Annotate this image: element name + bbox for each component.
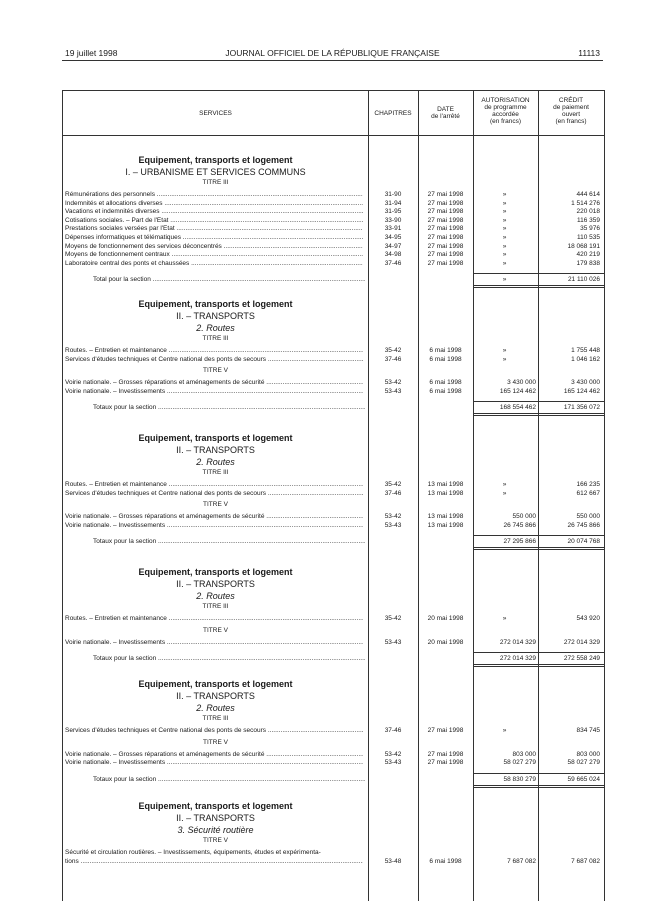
row-credit: 272 014 329 — [563, 638, 600, 646]
section-chapter: 2. Routes — [196, 457, 235, 467]
row-credit: 110 535 — [576, 234, 600, 241]
total-label: Totaux pour la section ..... — [93, 654, 365, 663]
row-date: 27 mai 1998 — [427, 191, 464, 198]
total-credit: 20 074 768 — [567, 538, 600, 546]
row-label: Voirie nationale. – Investissements ..... — [65, 758, 363, 767]
row-label: Services d'études techniques et Centre national des ponts de secours ..... — [65, 726, 363, 735]
total-autorisation: » — [502, 276, 507, 284]
row-label: Voirie nationale. – Grosses réparations et aménagements de sécurité ..... — [65, 750, 363, 759]
table-row — [63, 758, 604, 767]
row-credit: 1 046 162 — [571, 355, 600, 363]
total-row — [63, 403, 604, 412]
row-date: 27 mai 1998 — [427, 727, 464, 734]
row-credit: 165 124 462 — [563, 387, 600, 395]
section-title: Equipement, transports et logement — [138, 433, 293, 443]
table-row — [63, 638, 604, 647]
table-row — [63, 355, 604, 364]
row-credit: 612 667 — [576, 489, 600, 497]
table-row — [63, 259, 604, 268]
titre-heading: TITRE V — [203, 626, 228, 634]
row-autorisation: 3 430 000 — [507, 379, 536, 387]
row-credit: 166 235 — [576, 481, 600, 488]
row-credit: 543 920 — [576, 615, 600, 622]
section-chapter: 3. Sécurité routière — [177, 825, 254, 835]
row-chapitre: 53-48 — [384, 857, 402, 865]
row-autorisation: » — [502, 347, 507, 354]
table-row — [63, 614, 604, 623]
total-row — [63, 654, 604, 663]
row-date: 27 mai 1998 — [427, 750, 464, 758]
row-autorisation: » — [502, 615, 507, 622]
page-number: 11113 — [578, 48, 600, 58]
row-autorisation: » — [502, 259, 507, 267]
section-title: Equipement, transports et logement — [138, 299, 293, 309]
section-subtitle: II. – TRANSPORTS — [176, 311, 255, 321]
total-rule — [473, 401, 604, 402]
row-chapitre: 35-42 — [384, 347, 402, 354]
row-chapitre: 53-42 — [384, 513, 402, 521]
row-date: 27 mai 1998 — [427, 259, 464, 267]
row-autorisation: » — [502, 355, 507, 363]
total-double-rule — [473, 285, 604, 288]
col-header-autorisation: AUTORISATION de programme accordée (en francs) — [481, 97, 530, 125]
row-credit: 58 027 279 — [567, 759, 600, 767]
row-credit: 35 976 — [580, 225, 600, 233]
row-date: 27 mai 1998 — [427, 242, 464, 250]
table-row — [63, 726, 604, 735]
row-autorisation: » — [502, 489, 507, 497]
row-label: Laboratoire central des ponts et chaussées ..... — [65, 259, 363, 268]
total-credit: 59 665 024 — [567, 775, 600, 783]
row-label: Routes. – Entretien et maintenance ..... — [65, 480, 363, 489]
total-autorisation: 272 014 329 — [499, 655, 536, 663]
row-label: tions ..... — [65, 857, 363, 866]
row-date: 27 mai 1998 — [427, 199, 464, 207]
row-chapitre: 31-90 — [384, 191, 402, 198]
total-rule — [473, 273, 604, 274]
titre-heading: TITRE III — [202, 469, 229, 476]
titre-heading: TITRE V — [203, 501, 228, 509]
titre-heading: TITRE III — [202, 715, 229, 722]
row-label: Routes. – Entretien et maintenance ..... — [65, 614, 363, 623]
row-date: 6 mai 1998 — [429, 379, 462, 387]
row-label: Prestations sociales versées par l'Etat ..... — [65, 224, 363, 233]
row-date: 13 mai 1998 — [427, 521, 464, 529]
row-label: Rémunérations des personnels ..... — [65, 190, 363, 199]
row-label: Voirie nationale. – Grosses réparations et aménagements de sécurité ..... — [65, 378, 363, 387]
header-bottom-rule — [63, 135, 604, 136]
row-date: 13 mai 1998 — [427, 489, 464, 497]
total-credit: 21 110 026 — [567, 276, 600, 284]
row-autorisation: » — [502, 251, 507, 259]
row-chapitre: 35-42 — [384, 481, 402, 488]
row-date: 27 mai 1998 — [427, 234, 464, 241]
page-date: 19 juillet 1998 — [65, 48, 118, 58]
row-chapitre: 53-42 — [384, 379, 402, 387]
section-title: Equipement, transports et logement — [138, 567, 293, 577]
total-label: Total pour la section ..... — [93, 275, 365, 284]
row-date: 27 mai 1998 — [427, 759, 464, 767]
row-label: Voirie nationale. – Investissements ..... — [65, 521, 363, 530]
col-header-credit: CRÉDIT de paiement ouvert (en francs) — [553, 97, 589, 125]
row-credit: 1 755 448 — [571, 347, 600, 354]
row-chapitre: 53-43 — [384, 638, 402, 646]
total-label: Totaux pour la section ..... — [93, 775, 365, 784]
row-autorisation: 7 687 082 — [507, 857, 536, 865]
row-credit: 179 838 — [576, 259, 600, 267]
row-credit: 26 745 866 — [567, 521, 600, 529]
total-rule — [473, 652, 604, 653]
section-chapter: 2. Routes — [196, 323, 235, 333]
total-row — [63, 775, 604, 784]
row-credit: 7 687 082 — [571, 857, 600, 865]
col-header-services: SERVICES — [199, 109, 232, 117]
row-credit: 444 614 — [576, 191, 600, 198]
total-rule — [473, 535, 604, 536]
total-label: Totaux pour la section ..... — [93, 537, 365, 546]
row-chapitre: 35-42 — [384, 615, 402, 622]
row-label: Sécurité et circulation routières. – Investissements, équipements, études et expérimenta- — [65, 849, 321, 856]
section-subtitle: II. – TRANSPORTS — [176, 813, 255, 823]
section-title: Equipement, transports et logement — [138, 155, 293, 165]
table-row — [63, 521, 604, 530]
row-label: Indemnités et allocations diverses ..... — [65, 199, 363, 208]
row-chapitre: 37-46 — [384, 727, 402, 734]
row-credit: 3 430 000 — [571, 379, 600, 387]
titre-heading: TITRE V — [203, 837, 228, 844]
row-chapitre: 33-91 — [384, 225, 402, 233]
section-chapter: 2. Routes — [196, 591, 235, 601]
row-date: 13 mai 1998 — [427, 513, 464, 521]
row-chapitre: 31-94 — [384, 199, 402, 207]
row-label: Routes. – Entretien et maintenance ..... — [65, 346, 363, 355]
row-chapitre: 53-43 — [384, 387, 402, 395]
row-label: Services d'études techniques et Centre national des ponts de secours ..... — [65, 489, 363, 498]
section-subtitle: II. – TRANSPORTS — [176, 691, 255, 701]
row-date: 27 mai 1998 — [427, 216, 464, 224]
row-date: 20 mai 1998 — [427, 638, 464, 646]
row-chapitre: 34-98 — [384, 251, 402, 259]
row-label: Moyens de fonctionnement des services déconcentrés ..... — [65, 242, 363, 251]
row-autorisation: » — [502, 234, 507, 241]
row-label: Cotisations sociales. – Part de l'Etat ..... — [65, 216, 363, 225]
row-date: 6 mai 1998 — [429, 387, 462, 395]
row-autorisation: » — [502, 199, 507, 207]
row-credit: 1 514 276 — [571, 199, 600, 207]
titre-heading: TITRE III — [202, 603, 229, 610]
row-autorisation: 272 014 329 — [499, 638, 536, 646]
row-label: Voirie nationale. – Grosses réparations et aménagements de sécurité ..... — [65, 512, 363, 521]
total-double-rule — [473, 413, 604, 416]
section-subtitle: II. – TRANSPORTS — [176, 579, 255, 589]
row-autorisation: » — [502, 242, 507, 250]
table-row — [63, 857, 604, 866]
row-credit: 220 018 — [576, 208, 600, 216]
row-date: 27 mai 1998 — [427, 208, 464, 216]
row-autorisation: » — [502, 216, 507, 224]
row-credit: 18 068 191 — [567, 242, 600, 250]
total-credit: 171 356 072 — [563, 404, 600, 412]
table-row — [63, 387, 604, 396]
total-double-rule — [473, 547, 604, 550]
row-label: Voirie nationale. – Investissements ..... — [65, 638, 363, 647]
total-autorisation: 58 830 279 — [503, 775, 536, 783]
row-credit: 834 745 — [576, 727, 600, 734]
row-autorisation: » — [502, 727, 507, 734]
row-autorisation: » — [502, 191, 507, 198]
row-chapitre: 31-95 — [384, 208, 402, 216]
row-autorisation: 803 000 — [512, 750, 536, 758]
row-autorisation: 26 745 866 — [503, 521, 536, 529]
section-title: Equipement, transports et logement — [138, 679, 293, 689]
row-date: 6 mai 1998 — [429, 347, 462, 354]
titre-heading: TITRE V — [203, 367, 228, 375]
row-chapitre: 37-46 — [384, 355, 402, 363]
row-credit: 803 000 — [576, 750, 600, 758]
table-row — [63, 489, 604, 498]
row-autorisation: » — [502, 481, 507, 488]
row-autorisation: 58 027 279 — [503, 759, 536, 767]
row-label: Dépenses informatiques et télématiques ..... — [65, 233, 363, 242]
row-chapitre: 37-46 — [384, 489, 402, 497]
row-autorisation: 550 000 — [512, 513, 536, 521]
section-title: Equipement, transports et logement — [138, 801, 293, 811]
row-chapitre: 33-90 — [384, 216, 402, 224]
row-date: 13 mai 1998 — [427, 481, 464, 488]
row-autorisation: » — [502, 208, 507, 216]
total-double-rule — [473, 664, 604, 667]
total-double-rule — [473, 785, 604, 788]
row-credit: 116 359 — [576, 216, 600, 224]
row-chapitre: 34-95 — [384, 234, 402, 241]
journal-title: JOURNAL OFFICIEL DE LA RÉPUBLIQUE FRANÇAISE — [225, 48, 440, 58]
total-row — [63, 537, 604, 546]
row-date: 27 mai 1998 — [427, 251, 464, 259]
row-credit: 420 219 — [576, 251, 600, 259]
titre-heading: TITRE V — [203, 738, 228, 746]
row-date: 6 mai 1998 — [429, 857, 462, 865]
row-credit: 550 000 — [576, 513, 600, 521]
total-autorisation: 168 554 462 — [499, 404, 536, 412]
row-label: Vacations et indemnités diverses ..... — [65, 207, 363, 216]
row-chapitre: 53-42 — [384, 750, 402, 758]
row-date: 27 mai 1998 — [427, 225, 464, 233]
col-header-date: DATE de l'arrêté — [431, 106, 460, 120]
section-chapter: 2. Routes — [196, 703, 235, 713]
row-label: Voirie nationale. – Investissements ..... — [65, 387, 363, 396]
row-chapitre: 37-46 — [384, 259, 402, 267]
total-rule — [473, 773, 604, 774]
section-subtitle: I. – URBANISME ET SERVICES COMMUNS — [125, 167, 306, 177]
total-credit: 272 558 249 — [563, 655, 600, 663]
row-label: Moyens de fonctionnement centraux ..... — [65, 250, 363, 259]
row-autorisation: 165 124 462 — [499, 387, 536, 395]
col-header-chapitres: CHAPITRES — [374, 109, 412, 117]
section-subtitle: II. – TRANSPORTS — [176, 445, 255, 455]
row-label: Services d'études techniques et Centre national des ponts de secours ..... — [65, 355, 363, 364]
row-autorisation: » — [502, 225, 507, 233]
row-date: 20 mai 1998 — [427, 615, 464, 622]
total-row — [63, 275, 604, 284]
total-autorisation: 27 295 866 — [503, 538, 536, 546]
titre-heading: TITRE III — [202, 179, 229, 186]
row-chapitre: 34-97 — [384, 242, 402, 250]
row-chapitre: 53-43 — [384, 759, 402, 767]
header-rule — [62, 60, 603, 61]
row-chapitre: 53-43 — [384, 521, 402, 529]
total-label: Totaux pour la section ..... — [93, 403, 365, 412]
credits-table — [62, 90, 605, 901]
titre-heading: TITRE III — [202, 335, 229, 342]
row-date: 6 mai 1998 — [429, 355, 462, 363]
